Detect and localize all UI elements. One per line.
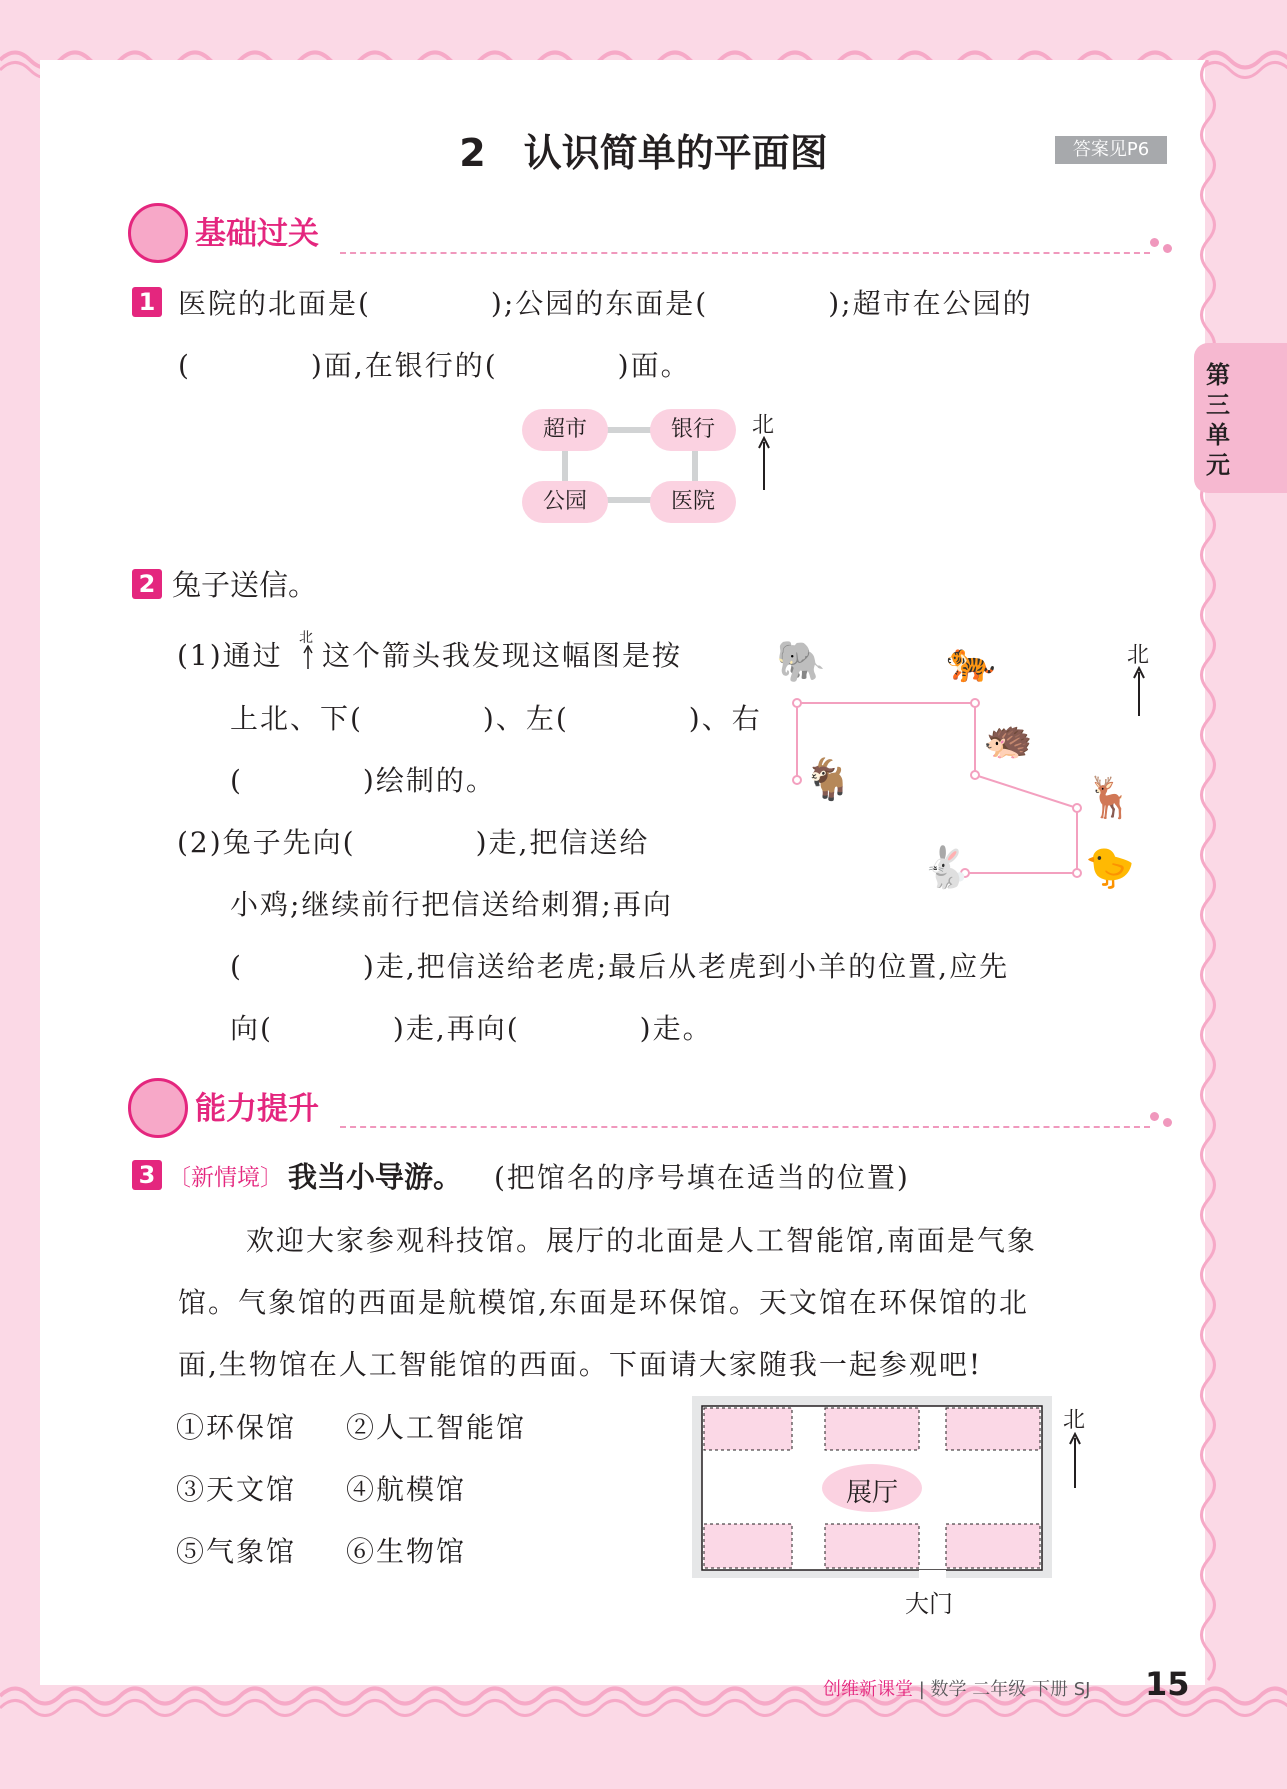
- option-1: ①环保馆: [176, 1411, 297, 1444]
- deer-icon: 🦌: [1085, 775, 1135, 821]
- chick-icon: 🐤: [1085, 845, 1135, 891]
- page-number: 15: [1145, 1665, 1190, 1703]
- rabbit-icon: 🐇: [921, 845, 971, 891]
- q3-para-line-1: 欢迎大家参观科技馆。展厅的北面是人工智能馆,南面是气象: [246, 1224, 1037, 1257]
- new-context-tag: 〔新情境〕: [168, 1165, 283, 1191]
- option-5: ⑤气象馆: [176, 1535, 297, 1568]
- right-wave-border: [1195, 60, 1221, 1690]
- divider-dot-icon: [1150, 238, 1159, 247]
- q3-para-line-2: 馆。气象馆的西面是航模馆,东面是环保馆。天文馆在环保馆的北: [178, 1286, 1029, 1319]
- q2-p2-line-3: ( )走,把信送给老虎;最后从老虎到小羊的位置,应先: [230, 950, 1010, 983]
- option-6: ⑥生物馆: [346, 1535, 467, 1568]
- footer-grade: 二年级: [972, 1679, 1027, 1700]
- map-bank: 银行: [650, 409, 736, 451]
- q1-line-2: ( )面,在银行的( )面。: [178, 349, 691, 382]
- unit-side-tab-label: 第三单元: [1206, 361, 1230, 479]
- q2-p2-line-2: 小鸡;继续前行把信送给刺猬;再向: [230, 888, 673, 921]
- footer-term: 下册: [1032, 1679, 1069, 1700]
- footer-subject: 数学: [930, 1679, 967, 1700]
- elephant-icon: 🐘: [776, 639, 826, 685]
- main-gate-label: 大门: [905, 1590, 953, 1618]
- q2-p1-north-small: 北: [299, 630, 313, 646]
- small-north-arrow-icon: [303, 645, 313, 669]
- q2-p1-part-a: (1)通过: [177, 639, 283, 672]
- question-number-2: 2: [132, 569, 162, 599]
- map-park: 公园: [522, 481, 608, 523]
- section-advanced-title: 能力提升: [195, 1091, 319, 1127]
- divider-dot-icon: [1163, 244, 1172, 253]
- section-divider: [340, 1126, 1150, 1128]
- option-2: ②人工智能馆: [346, 1411, 527, 1444]
- q2-title: 兔子送信。: [172, 568, 318, 602]
- q3-north-label: 北: [1063, 1408, 1086, 1433]
- answer-reference: 答案见P6: [1055, 136, 1167, 164]
- q2-north-label: 北: [1127, 643, 1150, 668]
- footer-edition: SJ: [1073, 1679, 1091, 1700]
- q3-para-line-3: 面,生物馆在人工智能馆的西面。下面请大家随我一起参观吧!: [178, 1348, 983, 1381]
- mascot-icon: [128, 203, 188, 263]
- tiger-icon: 🐅: [946, 639, 996, 685]
- q2-p2-line-4: 向( )走,再向( )走。: [230, 1012, 713, 1045]
- question-number-1: 1: [132, 287, 162, 317]
- divider-dot-icon: [1163, 1118, 1172, 1127]
- footer-book-info: [823, 1675, 1090, 1701]
- question-number-3: 3: [132, 1160, 162, 1190]
- page-title: 2 认识简单的平面图: [459, 131, 828, 175]
- divider-dot-icon: [1150, 1112, 1159, 1121]
- q2-p1-line-2: 上北、下( )、左( )、右: [230, 702, 762, 735]
- q3-title-note: (把馆名的序号填在适当的位置): [494, 1161, 910, 1194]
- bottom-wave-border: [0, 1684, 1287, 1724]
- exhibition-hall-label: 展厅: [845, 1478, 898, 1508]
- footer-brand: 创维新课堂: [823, 1679, 913, 1700]
- option-3: ③天文馆: [176, 1473, 297, 1506]
- q1-line-1: 医院的北面是( );公园的东面是( );超市在公园的: [178, 287, 1033, 320]
- map-supermarket: 超市: [522, 409, 608, 451]
- north-arrow-icon: [757, 436, 771, 490]
- goat-icon: 🐐: [803, 757, 853, 803]
- q1-north-label: 北: [752, 413, 775, 438]
- section-basic-title: 基础过关: [195, 216, 319, 252]
- q3-title: 我当小导游。: [288, 1160, 463, 1194]
- mascot-icon: [128, 1078, 188, 1138]
- q2-p1-part-b: 这个箭头我发现这幅图是按: [322, 639, 683, 672]
- q2-p2-line-1: (2)兔子先向( )走,把信送给: [177, 826, 650, 859]
- footer-separator: |: [918, 1679, 925, 1700]
- map-hospital: 医院: [650, 481, 736, 523]
- q2-p1-line-3: ( )绘制的。: [230, 764, 496, 797]
- north-arrow-icon: [1132, 666, 1146, 716]
- north-arrow-icon: [1068, 1432, 1082, 1488]
- option-4: ④航模馆: [346, 1473, 467, 1506]
- hedgehog-icon: 🦔: [983, 717, 1033, 763]
- section-divider: [340, 252, 1150, 254]
